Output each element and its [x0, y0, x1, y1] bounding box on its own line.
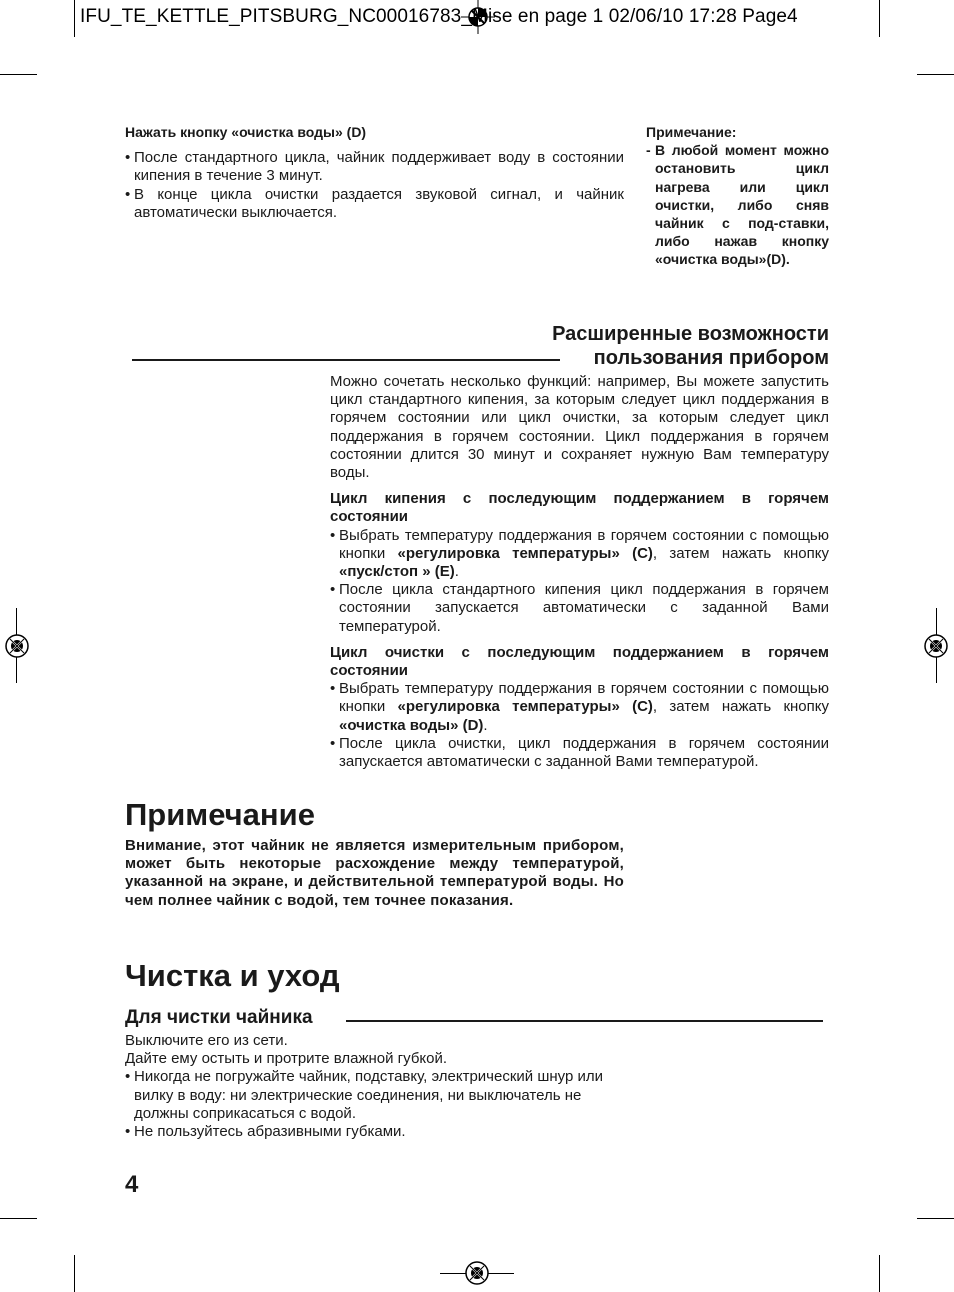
- side-note: [646, 123, 829, 269]
- advanced-intro: Можно сочетать несколько функций: например, Вы можете запустить цикл стандартного кипения, за которым следует цикл поддержания в горячем состоянии или цикл очистки, за которым следует цикл поддержания в горячем состоянии. Цикл поддержания в горячем состоянии длится 30 минут и сохраняет нужную Вам температуру воды.: [330, 373, 829, 482]
- list-item: • Никогда не погружайте чайник, подставку, электрический шнур или вилку в воду: ни электрические соединения, ни выключатель не должны соприкасаться с водой.: [125, 1068, 624, 1123]
- print-slug: IFU_TE_KETTLE_PITSBURG_NC00016783_Mise en page 1 02/06/10 17:28 Page4: [80, 6, 798, 27]
- clean-button-title: Нажать кнопку «очистка воды» (D): [125, 124, 367, 140]
- page-number: 4: [125, 1171, 139, 1198]
- crop-mark: [74, 0, 75, 37]
- side-note-text: - В любой момент можно остановить цикл нагрева или цикл очистки, либо сняв чайник с под-ставки, либо нажав кнопку «очистка воды»(D).: [646, 142, 829, 268]
- list-item: • После цикла стандартного кипения цикл поддержания в горячем состоянии запускается автоматически с заданной Вами температурой.: [330, 581, 829, 636]
- advanced-heading: Расширенные возможности пользования прибором: [552, 323, 829, 369]
- care-heading: Чистка и уход: [125, 958, 340, 993]
- crop-mark: [879, 0, 880, 37]
- registration-mark-icon: [0, 629, 34, 663]
- note-text: Внимание, этот чайник не является измерительным прибором, может быть некоторые расхождение между температурой, указанной на экране, и действительной температурой воды. Но чем полнее чайник с водой, тем точнее показания.: [125, 837, 624, 909]
- crop-mark: [0, 1218, 37, 1219]
- registration-mark-icon: [460, 1256, 494, 1290]
- subheading-rule: [346, 1020, 823, 1022]
- advanced-body: [330, 373, 829, 771]
- crop-mark: [879, 1255, 880, 1292]
- list-item: • После цикла очистки, цикл поддержания в горячем состоянии запускается автоматически с заданной Вами температурой.: [330, 735, 829, 771]
- list-item: • После стандартного цикла, чайник поддерживает воду в состоянии кипения в течение 3 минут.: [125, 149, 624, 185]
- care-body: [125, 1032, 624, 1141]
- list-item: • Выбрать температуру поддержания в горячем состоянии с помощью кнопки «регулировка температуры» (C), затем нажать кнопку «пуск/стоп » (E).: [330, 527, 829, 582]
- heading-rule: [132, 359, 560, 361]
- side-note-title: Примечание:: [646, 124, 737, 140]
- crop-mark: [74, 1255, 75, 1292]
- crop-mark: [917, 74, 954, 75]
- care-line: Выключите его из сети.: [125, 1032, 288, 1049]
- clean-button-block: [125, 123, 624, 222]
- care-line: Дайте ему остыть и протрите влажной губкой.: [125, 1050, 448, 1068]
- boil-keep-warm-title: Цикл кипения с последующим поддержанием в горячем состоянии: [330, 490, 829, 526]
- list-item: • В конце цикла очистки раздается звуковой сигнал, и чайник автоматически выключается.: [125, 186, 624, 222]
- list-item: • Не пользуйтесь абразивными губками.: [125, 1123, 624, 1141]
- crop-mark: [0, 74, 37, 75]
- list-item: • Выбрать температуру поддержания в горячем состоянии с помощью кнопки «регулировка температуры» (C), затем нажать кнопку «очистка воды» (D).: [330, 680, 829, 735]
- crop-mark: [917, 1218, 954, 1219]
- note-heading: Примечание: [125, 797, 315, 832]
- care-subheading: Для чистки чайника: [125, 1007, 313, 1028]
- clean-keep-warm-title: Цикл очистки с последующим поддержанием в горячем состоянии: [330, 643, 829, 680]
- registration-mark-icon: [919, 629, 953, 663]
